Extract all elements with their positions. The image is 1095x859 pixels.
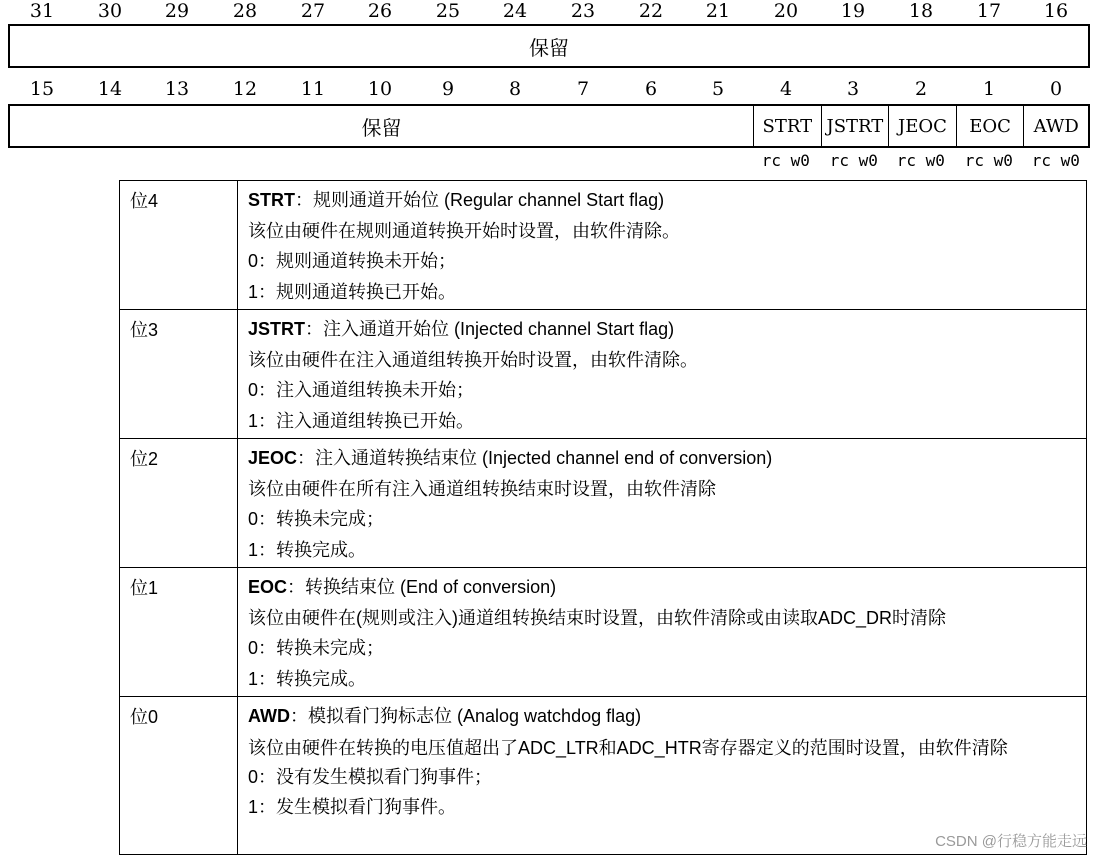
upper-bit-numbers	[8, 0, 1090, 22]
bit-name: JSTRT	[248, 319, 306, 339]
access-type: rc w0	[829, 151, 878, 170]
description-line: 该位由硬件在转换的电压值超出了ADC_LTR和ADC_HTR寄存器定义的范围时设置，由软件清除	[248, 737, 1008, 758]
bit-number: 4	[779, 78, 793, 100]
description-line: 1：注入通道组转换已开始。	[248, 410, 475, 431]
bit-number: 27	[300, 0, 326, 22]
bit-title-text: ：注入通道转换结束位 (Injected channel end of conversion)	[297, 448, 773, 468]
access-type: rc w0	[896, 151, 945, 170]
bit-title	[248, 701, 1080, 732]
access-type: rc w0	[964, 151, 1013, 170]
bit-label: 位4	[120, 181, 238, 310]
lower-bit-numbers	[8, 78, 1090, 100]
bit-name: JEOC	[248, 448, 298, 468]
bit-title-text: ：注入通道开始位 (Injected channel Start flag)	[305, 319, 675, 339]
bit-description	[238, 568, 1087, 697]
bit-label: 位2	[120, 439, 238, 568]
bit-name: STRT	[248, 190, 295, 210]
description-line: 1：规则通道转换已开始。	[248, 281, 457, 302]
access-type: rc w0	[1031, 151, 1080, 170]
bit-number: 22	[638, 0, 664, 22]
field-strt: STRT	[754, 106, 822, 146]
bit-number: 11	[300, 78, 326, 100]
description-line: 1：发生模拟看门狗事件。	[248, 797, 457, 817]
bit-number: 16	[1043, 0, 1069, 22]
bit-number: 20	[773, 0, 799, 22]
bit-number: 14	[97, 78, 123, 100]
bit-number: 1	[982, 78, 996, 100]
bit-name: AWD	[248, 706, 290, 726]
bit-number: 0	[1049, 78, 1063, 100]
watermark: CSDN @行稳方能走远	[935, 833, 1087, 850]
register-upper-row	[8, 24, 1090, 68]
bit-number: 31	[29, 0, 55, 22]
bit-number: 26	[367, 0, 393, 22]
bit-label: 位1	[120, 568, 238, 697]
bit-description	[238, 181, 1087, 310]
bit-title-text: ：模拟看门狗标志位 (Analog watchdog flag)	[290, 706, 642, 726]
bit-number: 8	[508, 78, 522, 100]
reserved-field-upper: 保留	[529, 35, 569, 60]
field-jstrt: JSTRT	[822, 106, 890, 146]
bit-title	[248, 572, 1080, 603]
bit-number: 30	[97, 0, 123, 22]
bit-description	[238, 439, 1087, 568]
reserved-field-lower: 保留	[10, 106, 754, 146]
bit-number: 29	[164, 0, 190, 22]
bit-number: 25	[435, 0, 461, 22]
bit-number: 13	[164, 78, 190, 100]
description-line: 0：转换未完成；	[248, 509, 385, 529]
description-line: 该位由硬件在规则通道转换开始时设置，由软件清除。	[248, 220, 680, 241]
bit-number: 7	[576, 78, 590, 100]
bit-number: 12	[232, 78, 258, 100]
bit-number: 5	[711, 78, 725, 100]
register-lower-row	[8, 104, 1090, 148]
description-line: 0：没有发生模拟看门狗事件；	[248, 766, 493, 787]
bit-number: 6	[644, 78, 658, 100]
bit-number: 15	[29, 78, 55, 100]
bit-number: 17	[976, 0, 1002, 22]
bit-name: EOC	[248, 577, 288, 597]
description-line: 该位由硬件在(规则或注入)通道组转换结束时设置，由软件清除或由读取ADC_DR时清除	[248, 607, 946, 628]
table-row	[120, 439, 1087, 568]
bit-title	[248, 314, 1080, 345]
bit-number: 9	[441, 78, 455, 100]
bit-number: 3	[846, 78, 860, 100]
bit-number: 10	[367, 78, 393, 100]
bit-description-table	[119, 180, 1087, 855]
bit-title-text: ：转换结束位 (End of conversion)	[287, 577, 557, 597]
description-line: 1：转换完成。	[248, 668, 367, 689]
field-jeoc: JEOC	[889, 106, 957, 146]
field-eoc: EOC	[957, 106, 1025, 146]
table-row	[120, 568, 1087, 697]
bit-number: 19	[840, 0, 866, 22]
bit-number: 2	[914, 78, 928, 100]
table-row	[120, 181, 1087, 310]
description-line: 0：转换未完成；	[248, 638, 385, 658]
bit-number: 23	[570, 0, 596, 22]
description-line: 该位由硬件在所有注入通道组转换结束时设置，由软件清除	[248, 478, 716, 499]
bit-number: 18	[908, 0, 934, 22]
bit-title	[248, 185, 1080, 216]
bit-title-text: ：规则通道开始位 (Regular channel Start flag)	[295, 190, 665, 210]
bit-title	[248, 443, 1080, 474]
bit-number: 24	[502, 0, 528, 22]
bit-label: 位3	[120, 310, 238, 439]
description-line: 该位由硬件在注入通道组转换开始时设置，由软件清除。	[248, 349, 698, 370]
access-type: rc w0	[761, 151, 810, 170]
bit-number: 21	[705, 0, 731, 22]
field-awd: AWD	[1033, 115, 1079, 137]
bit-number: 28	[232, 0, 258, 22]
table-row	[120, 310, 1087, 439]
bit-label: 位0	[120, 697, 238, 855]
description-line: 0：规则通道转换未开始；	[248, 251, 457, 271]
description-line: 0：注入通道组转换未开始；	[248, 380, 475, 400]
bit-description	[238, 310, 1087, 439]
description-line: 1：转换完成。	[248, 539, 367, 560]
